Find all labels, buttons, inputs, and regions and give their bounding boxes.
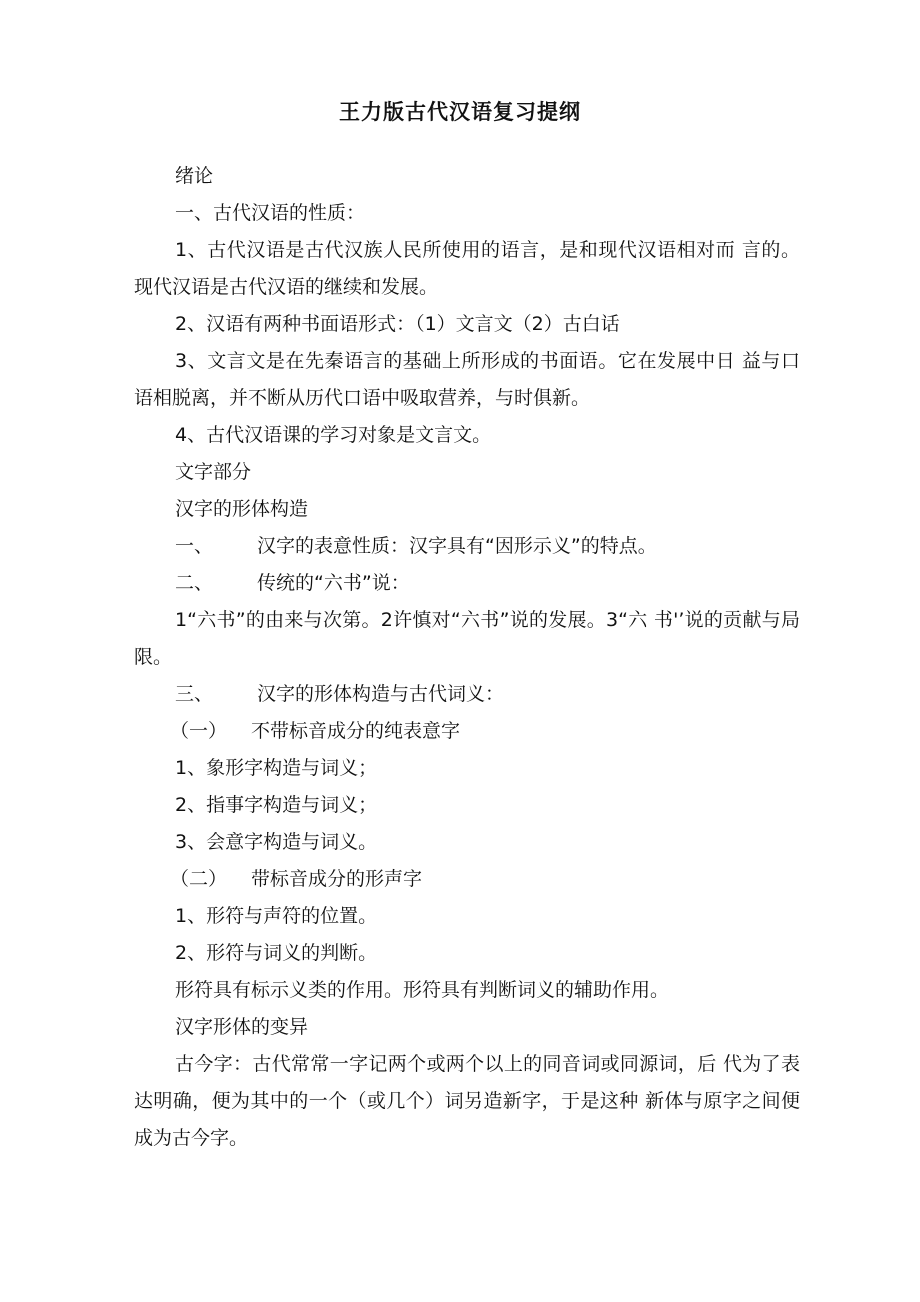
item-text: 传统的“六书”说： — [257, 572, 410, 594]
numbered-item — [134, 565, 800, 602]
paragraph: 形符具有标示义类的作用。形符具有判断词义的辅助作用。 — [175, 979, 670, 1001]
subsection-heading: 一、古代汉语的性质： — [175, 202, 366, 224]
paragraph: 4、古代汉语课的学习对象是文言文。 — [175, 424, 492, 446]
item-number: （一） — [170, 720, 228, 742]
paragraph: 1、古代汉语是古代汉族人民所使用的语言，是和现代汉语相对而 言的。现代汉语是古代汉语的继续和发展。 — [134, 239, 800, 298]
paragraph: 3、文言文是在先秦语言的基础上所形成的书面语。它在发展中日 益与口语相脱离，并不断从历代口语中吸取营养，与时俱新。 — [134, 350, 800, 409]
item-text: 汉字的形体构造与古代词义： — [257, 683, 505, 705]
paragraph: 2、汉语有两种书面语形式：（1）文言文（2）古白话 — [175, 313, 620, 335]
item-number: （二） — [170, 868, 228, 890]
section-heading: 绪论 — [175, 165, 214, 187]
document-body — [134, 158, 800, 1157]
numbered-item — [134, 861, 800, 898]
item-number: 三、 — [175, 683, 214, 705]
numbered-item — [134, 713, 800, 750]
item-number: 一、 — [175, 535, 214, 557]
list-item: 1、形符与声符的位置。 — [175, 905, 378, 927]
paragraph: 古今字：古代常常一字记两个或两个以上的同音词或同源词，后 代为了表达明确，便为其中的一个（或几个）词另造新字，于是这种 新体与原字之间便成为古今字。 — [134, 1053, 800, 1149]
item-text: 汉字的表意性质：汉字具有“因形示义”的特点。 — [257, 535, 657, 557]
paragraph: 1“六书”的由来与次第。2许慎对“六书”说的发展。3“六 书'’说的贡献与局限。 — [134, 609, 800, 668]
list-item: 1、象形字构造与词义； — [175, 757, 378, 779]
item-text: 不带标音成分的纯表意字 — [251, 720, 461, 742]
section-heading: 文字部分 — [175, 461, 252, 483]
numbered-item — [134, 528, 800, 565]
item-text: 带标音成分的形声字 — [251, 868, 423, 890]
subsection-heading: 汉字形体的变异 — [175, 1016, 309, 1038]
numbered-item — [134, 676, 800, 713]
list-item: 3、会意字构造与词义。 — [175, 831, 378, 853]
list-item: 2、指事字构造与词义； — [175, 794, 378, 816]
subsection-heading: 汉字的形体构造 — [175, 498, 309, 520]
item-number: 二、 — [175, 572, 214, 594]
list-item: 2、形符与词义的判断。 — [175, 942, 378, 964]
document-title: 王力版古代汉语复习提纲 — [339, 100, 581, 124]
